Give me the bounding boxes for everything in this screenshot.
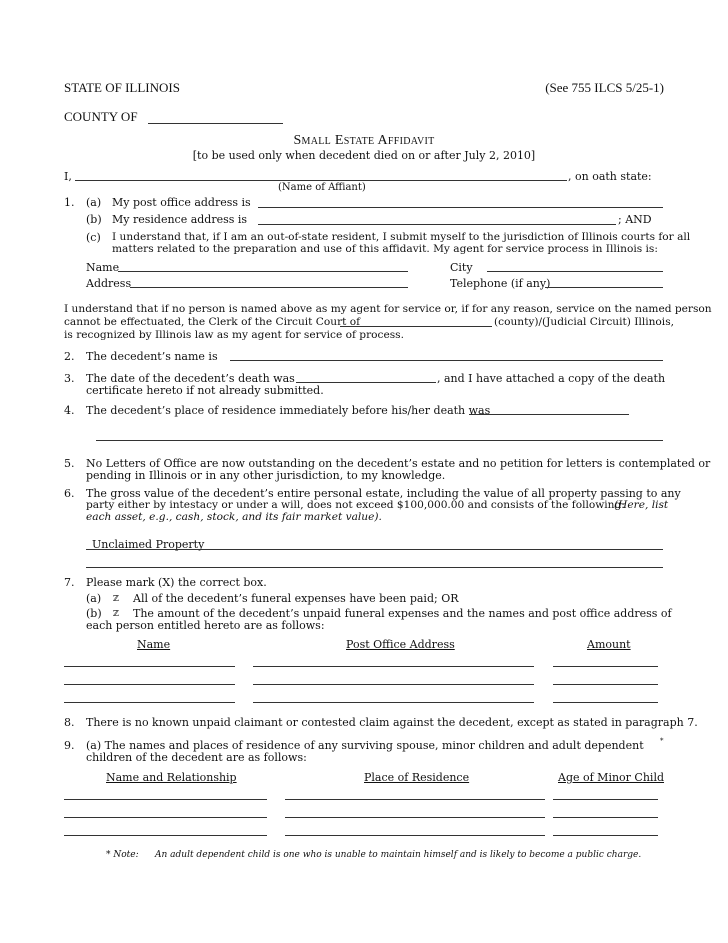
- p5-line2: pending in Illinois or in any other jurisdiction, to my knowledge.: [86, 469, 446, 482]
- funeral-name-field-2[interactable]: [64, 684, 235, 685]
- p7-a-text: All of the decedent’s funeral expenses have been paid; OR: [133, 592, 459, 605]
- p9-line1: (a) The names and places of residence of any surviving spouse, minor children and adult dependent: [86, 739, 644, 752]
- agent-telephone-field[interactable]: [545, 287, 663, 288]
- note-text: An adult dependent child is one who is unable to maintain himself and is likely to become a public charge.: [155, 850, 642, 860]
- agent-address-field[interactable]: [130, 287, 408, 288]
- p1-a-label: (a): [86, 196, 102, 209]
- asset-entry: Unclaimed Property: [92, 538, 205, 551]
- p8-text: There is no known unpaid claimant or contested claim against the decedent, except as stated in paragraph 7.: [86, 716, 698, 729]
- p9-line2: children of the decedent are as follows:: [86, 751, 307, 764]
- decedent-name-field[interactable]: [230, 360, 663, 361]
- survivor-name-field-1[interactable]: [64, 799, 267, 800]
- p9-star: *: [660, 737, 664, 745]
- p6-line3: each asset, e.g., cash, stock, and its fair market value).: [86, 511, 382, 523]
- p1-c-line1: I understand that, if I am an out-of-state resident, I submit myself to the jurisdiction of Illinois courts for all: [112, 231, 691, 243]
- funeral-amount-field-3[interactable]: [553, 702, 658, 703]
- p7-number: 7.: [64, 576, 75, 589]
- survivor-name-field-3[interactable]: [64, 835, 267, 836]
- p3-number: 3.: [64, 372, 75, 385]
- agent-name-label: Name: [86, 261, 120, 274]
- funeral-address-field-3[interactable]: [253, 702, 534, 703]
- funeral-address-field-2[interactable]: [253, 684, 534, 685]
- col-header-post-office-address: Post Office Address: [346, 638, 455, 651]
- affiant-name-field[interactable]: [75, 180, 567, 181]
- clerk-line2b: (county)/(Judicial Circuit) Illinois,: [494, 316, 675, 328]
- p6-number: 6.: [64, 487, 75, 500]
- p3-text-a: The date of the decedent’s death was: [86, 372, 295, 385]
- p7-b-label: (b): [86, 607, 102, 620]
- survivor-age-field-2[interactable]: [553, 817, 658, 818]
- p1-c-label: (c): [86, 231, 101, 244]
- agent-telephone-label: Telephone (if any): [450, 277, 551, 290]
- agent-city-field[interactable]: [487, 271, 663, 272]
- col-header-amount: Amount: [587, 638, 631, 651]
- funeral-name-field-1[interactable]: [64, 666, 235, 667]
- survivor-age-field-3[interactable]: [553, 835, 658, 836]
- p8-number: 8.: [64, 716, 75, 729]
- agent-city-label: City: [450, 261, 473, 274]
- p1-b-text: My residence address is: [112, 213, 248, 226]
- checkbox-a[interactable]: ℤ: [113, 594, 119, 603]
- survivor-place-field-2[interactable]: [285, 817, 545, 818]
- agent-address-label: Address: [86, 277, 132, 290]
- place-of-residence-field[interactable]: [469, 414, 629, 415]
- place-of-residence-field-2[interactable]: [96, 440, 663, 441]
- clerk-line1: I understand that if no person is named above as my agent for service or, if for any reason, service on the named person: [64, 303, 712, 315]
- county-label: COUNTY OF: [64, 109, 138, 124]
- county-field[interactable]: [148, 123, 283, 124]
- clerk-line2a: cannot be effectuated, the Clerk of the Circuit Court of: [64, 316, 361, 328]
- p6-line1: The gross value of the decedent’s entire personal estate, including the value of all property passing to any: [86, 487, 681, 500]
- p1-b-label: (b): [86, 213, 102, 226]
- col-header-name: Name: [137, 638, 171, 651]
- p7-text: Please mark (X) the correct box.: [86, 576, 267, 589]
- p3-line2: certificate hereto if not already submitted.: [86, 384, 324, 397]
- date-of-death-field[interactable]: [296, 382, 436, 383]
- note-label: * Note:: [106, 850, 139, 860]
- circuit-court-field[interactable]: [340, 326, 492, 327]
- p7-b-line2: each person entitled hereto are as follows:: [86, 619, 325, 632]
- document-title: Small Estate Affidavit: [293, 133, 435, 148]
- col-header-place-of-residence: Place of Residence: [364, 771, 470, 784]
- state-heading: STATE OF ILLINOIS: [64, 80, 180, 95]
- p4-number: 4.: [64, 404, 75, 417]
- p7-a-label: (a): [86, 592, 102, 605]
- affiant-name-caption: (Name of Affiant): [278, 182, 366, 193]
- p9-number: 9.: [64, 739, 75, 752]
- p5-number: 5.: [64, 457, 75, 470]
- survivor-age-field-1[interactable]: [553, 799, 658, 800]
- survivor-place-field-3[interactable]: [285, 835, 545, 836]
- agent-name-field[interactable]: [118, 271, 408, 272]
- funeral-amount-field-2[interactable]: [553, 684, 658, 685]
- p1-number: 1.: [64, 196, 75, 209]
- p1-and: ; AND: [618, 213, 652, 226]
- statute-reference: (See 755 ILCS 5/25-1): [545, 80, 664, 95]
- survivor-name-field-2[interactable]: [64, 817, 267, 818]
- p3-text-b: , and I have attached a copy of the death: [437, 372, 666, 385]
- p2-text: The decedent’s name is: [86, 350, 218, 363]
- p1-a-text: My post office address is: [112, 196, 251, 209]
- intro-i: I,: [64, 170, 72, 183]
- p2-number: 2.: [64, 350, 75, 363]
- col-header-age-minor-child: Age of Minor Child: [558, 771, 665, 784]
- col-header-name-relationship: Name and Relationship: [106, 771, 237, 784]
- checkbox-b[interactable]: ℤ: [113, 609, 119, 618]
- p5-line1: No Letters of Office are now outstanding on the decedent’s estate and no petition for letters is contemplated or: [86, 457, 711, 470]
- p6-line2a: party either by intestacy or under a will, does not exceed $100,000.00 and consists of the following:: [86, 499, 625, 511]
- p4-text: The decedent’s place of residence immediately before his/her death was: [86, 404, 491, 417]
- post-office-address-field[interactable]: [258, 207, 663, 208]
- document-subtitle: [to be used only when decedent died on or after July 2, 2010]: [192, 149, 536, 162]
- asset-line-1[interactable]: [86, 549, 663, 550]
- funeral-address-field-1[interactable]: [253, 666, 534, 667]
- funeral-amount-field-1[interactable]: [553, 666, 658, 667]
- residence-address-field[interactable]: [258, 224, 616, 225]
- p6-line2b: (Here, list: [614, 499, 669, 511]
- survivor-place-field-1[interactable]: [285, 799, 545, 800]
- p7-b-text: The amount of the decedent’s unpaid funeral expenses and the names and post office address of: [133, 607, 672, 620]
- asset-line-2[interactable]: [86, 567, 663, 568]
- p1-c-line2: matters related to the preparation and use of this affidavit. My agent for service process in Illinois is:: [112, 243, 658, 255]
- clerk-line3: is recognized by Illinois law as my agent for service of process.: [64, 329, 404, 341]
- oath-text: , on oath state:: [568, 170, 652, 183]
- funeral-name-field-3[interactable]: [64, 702, 235, 703]
